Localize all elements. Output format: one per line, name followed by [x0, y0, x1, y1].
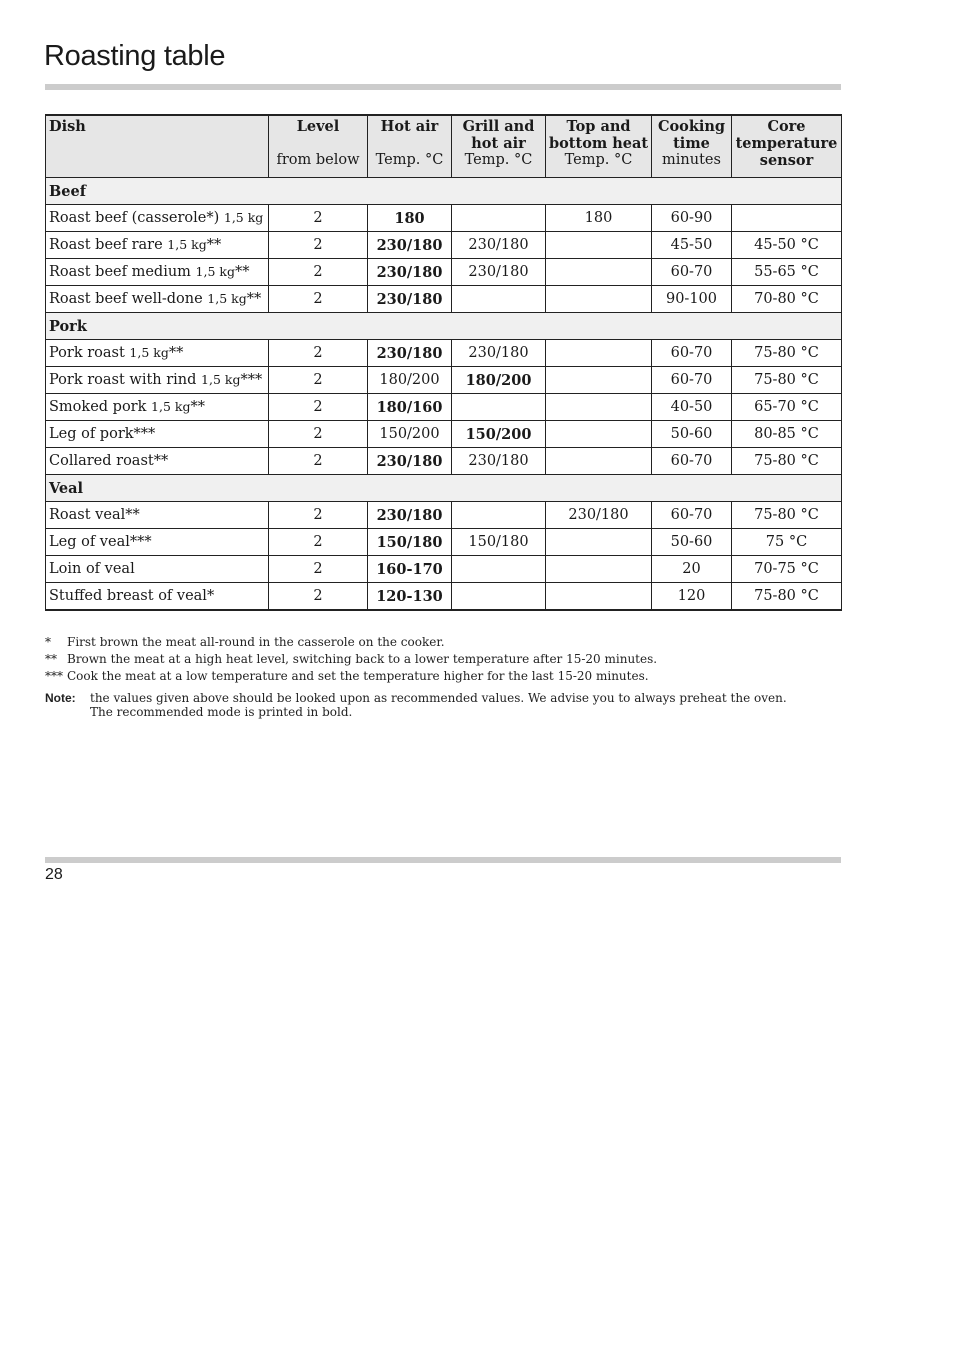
dish-footnote-mark: ** — [168, 345, 184, 361]
cell-hot-air: 180 — [368, 205, 452, 232]
cell-grill-hot-air: 230/180 — [452, 340, 546, 367]
footnote — [45, 651, 845, 668]
cell-top-bottom-heat — [546, 394, 652, 421]
dish-name: Stuffed breast of veal* — [49, 588, 215, 604]
cell-grill-hot-air: 230/180 — [452, 232, 546, 259]
dish-footnote-mark: ** — [246, 291, 262, 307]
page-number: 28 — [45, 866, 63, 883]
cell-dish — [46, 529, 269, 556]
table-row — [46, 232, 842, 259]
cell-cooking-time: 60-70 — [652, 340, 732, 367]
note — [45, 691, 845, 719]
cell-grill-hot-air — [452, 556, 546, 583]
table-row — [46, 394, 842, 421]
table-row — [46, 583, 842, 611]
table-row — [46, 448, 842, 475]
dish-name: Roast beef rare — [49, 237, 163, 253]
dish-weight: 1,5 kg — [207, 291, 247, 306]
cell-dish — [46, 286, 269, 313]
cell-level: 2 — [269, 448, 368, 475]
table-row — [46, 367, 842, 394]
cell-core-temperature: 45-50 °C — [732, 232, 842, 259]
cell-cooking-time: 45-50 — [652, 232, 732, 259]
group-row-beef — [46, 178, 842, 205]
cell-cooking-time: 120 — [652, 583, 732, 611]
cell-hot-air: 230/180 — [368, 502, 452, 529]
footnote-text: Brown the meat at a high heat level, switching back to a lower temperature after 15-20 minutes. — [67, 652, 658, 666]
cell-core-temperature: 75-80 °C — [732, 340, 842, 367]
cell-hot-air: 150/200 — [368, 421, 452, 448]
group-label: Veal — [46, 475, 842, 502]
cell-top-bottom-heat — [546, 367, 652, 394]
header-hot-air: Hot air Temp. °C — [368, 115, 452, 178]
cell-grill-hot-air: 150/180 — [452, 529, 546, 556]
cell-dish — [46, 340, 269, 367]
cell-top-bottom-heat — [546, 448, 652, 475]
cell-top-bottom-heat — [546, 232, 652, 259]
dish-name: Roast beef (casserole*) — [49, 210, 220, 226]
roasting-table — [45, 114, 842, 611]
cell-top-bottom-heat — [546, 421, 652, 448]
dish-name: Roast beef well-done — [49, 291, 203, 307]
header-dish: Dish — [46, 115, 269, 178]
cell-dish — [46, 421, 269, 448]
table-row — [46, 556, 842, 583]
cell-top-bottom-heat — [546, 259, 652, 286]
cell-cooking-time: 20 — [652, 556, 732, 583]
cell-level: 2 — [269, 340, 368, 367]
cell-core-temperature: 75-80 °C — [732, 502, 842, 529]
group-label: Pork — [46, 313, 842, 340]
cell-top-bottom-heat: 180 — [546, 205, 652, 232]
cell-level: 2 — [269, 205, 368, 232]
cell-grill-hot-air: 230/180 — [452, 259, 546, 286]
cell-hot-air: 180/160 — [368, 394, 452, 421]
cell-dish — [46, 205, 269, 232]
header-level: Level from below — [269, 115, 368, 178]
cell-top-bottom-heat: 230/180 — [546, 502, 652, 529]
cell-hot-air: 160-170 — [368, 556, 452, 583]
dish-name: Leg of veal*** — [49, 534, 152, 550]
dish-name: Loin of veal — [49, 561, 135, 577]
table-header-row — [46, 115, 842, 178]
cell-dish — [46, 259, 269, 286]
cell-cooking-time: 90-100 — [652, 286, 732, 313]
cell-cooking-time: 60-70 — [652, 367, 732, 394]
dish-name: Collared roast** — [49, 453, 169, 469]
cell-core-temperature — [732, 205, 842, 232]
note-label: Note: — [45, 691, 76, 705]
dish-name: Roast beef medium — [49, 264, 191, 280]
cell-level: 2 — [269, 232, 368, 259]
cell-cooking-time: 50-60 — [652, 529, 732, 556]
cell-core-temperature: 70-75 °C — [732, 556, 842, 583]
dish-footnote-mark: ** — [190, 399, 205, 415]
dish-weight: 1,5 kg — [223, 210, 264, 225]
dish-weight: 1,5 kg — [195, 264, 235, 279]
cell-grill-hot-air: 180/200 — [452, 367, 546, 394]
footnote — [45, 634, 845, 651]
cell-grill-hot-air — [452, 583, 546, 611]
dish-name: Pork roast with rind — [49, 372, 197, 388]
group-row-veal — [46, 475, 842, 502]
cell-dish — [46, 367, 269, 394]
table-row — [46, 205, 842, 232]
cell-cooking-time: 50-60 — [652, 421, 732, 448]
cell-core-temperature: 65-70 °C — [732, 394, 842, 421]
cell-core-temperature: 75-80 °C — [732, 448, 842, 475]
note-line-2: The recommended mode is printed in bold. — [90, 705, 353, 719]
cell-level: 2 — [269, 556, 368, 583]
cell-core-temperature: 75-80 °C — [732, 583, 842, 611]
cell-grill-hot-air — [452, 502, 546, 529]
cell-cooking-time: 40-50 — [652, 394, 732, 421]
dish-name: Smoked pork — [49, 399, 147, 415]
footnotes — [45, 634, 845, 719]
cell-level: 2 — [269, 259, 368, 286]
footnote-text: Cook the meat at a low temperature and set the temperature higher for the last 15-20 minutes. — [67, 669, 649, 683]
table-row — [46, 529, 842, 556]
page-title: Roasting table — [44, 40, 226, 72]
dish-name: Pork roast — [49, 345, 125, 361]
cell-level: 2 — [269, 529, 368, 556]
cell-cooking-time: 60-70 — [652, 448, 732, 475]
cell-cooking-time: 60-70 — [652, 259, 732, 286]
dish-footnote-mark: ** — [206, 237, 222, 253]
header-core-temperature: Core temperature sensor — [732, 115, 842, 178]
cell-core-temperature: 75-80 °C — [732, 367, 842, 394]
cell-dish — [46, 556, 269, 583]
cell-dish — [46, 583, 269, 611]
dish-footnote-mark: ** — [234, 264, 250, 280]
cell-core-temperature: 55-65 °C — [732, 259, 842, 286]
dish-weight: 1,5 kg — [151, 399, 191, 414]
cell-dish — [46, 448, 269, 475]
cell-level: 2 — [269, 367, 368, 394]
cell-cooking-time: 60-90 — [652, 205, 732, 232]
header-top-bottom-heat: Top and bottom heat Temp. °C — [546, 115, 652, 178]
dish-weight: 1,5 kg — [129, 345, 169, 360]
header-cooking-time: Cooking time minutes — [652, 115, 732, 178]
cell-grill-hot-air — [452, 205, 546, 232]
cell-core-temperature: 75 °C — [732, 529, 842, 556]
cell-top-bottom-heat — [546, 556, 652, 583]
header-grill-hot-air: Grill and hot air Temp. °C — [452, 115, 546, 178]
table-row — [46, 286, 842, 313]
dish-footnote-mark: *** — [240, 372, 263, 388]
cell-hot-air: 230/180 — [368, 340, 452, 367]
cell-dish — [46, 232, 269, 259]
group-label: Beef — [46, 178, 842, 205]
cell-hot-air: 230/180 — [368, 259, 452, 286]
cell-level: 2 — [269, 286, 368, 313]
cell-hot-air: 150/180 — [368, 529, 452, 556]
cell-hot-air: 180/200 — [368, 367, 452, 394]
cell-level: 2 — [269, 502, 368, 529]
table-body — [46, 178, 842, 611]
top-divider — [45, 84, 841, 90]
footnote-mark: ** — [45, 652, 57, 666]
cell-grill-hot-air — [452, 394, 546, 421]
cell-level: 2 — [269, 394, 368, 421]
table-row — [46, 259, 842, 286]
group-row-pork — [46, 313, 842, 340]
table-row — [46, 502, 842, 529]
cell-core-temperature: 70-80 °C — [732, 286, 842, 313]
cell-top-bottom-heat — [546, 340, 652, 367]
cell-grill-hot-air — [452, 286, 546, 313]
dish-weight: 1,5 kg — [167, 237, 207, 252]
cell-top-bottom-heat — [546, 583, 652, 611]
cell-level: 2 — [269, 421, 368, 448]
cell-cooking-time: 60-70 — [652, 502, 732, 529]
cell-grill-hot-air: 230/180 — [452, 448, 546, 475]
cell-hot-air: 230/180 — [368, 232, 452, 259]
dish-name: Roast veal** — [49, 507, 140, 523]
cell-core-temperature: 80-85 °C — [732, 421, 842, 448]
cell-top-bottom-heat — [546, 286, 652, 313]
dish-weight: 1,5 kg — [201, 372, 241, 387]
bottom-divider — [45, 857, 841, 863]
cell-level: 2 — [269, 583, 368, 611]
dish-name: Leg of pork*** — [49, 426, 156, 442]
cell-dish — [46, 502, 269, 529]
footnote — [45, 668, 845, 685]
cell-hot-air: 230/180 — [368, 286, 452, 313]
table-row — [46, 421, 842, 448]
note-line-1: the values given above should be looked upon as recommended values. We advise you to always preheat the oven. — [90, 691, 787, 705]
footnote-mark: *** — [45, 669, 63, 683]
cell-top-bottom-heat — [546, 529, 652, 556]
footnote-text: First brown the meat all-round in the casserole on the cooker. — [67, 635, 445, 649]
table-row — [46, 340, 842, 367]
cell-grill-hot-air: 150/200 — [452, 421, 546, 448]
footnote-mark: * — [45, 635, 51, 649]
cell-dish — [46, 394, 269, 421]
cell-hot-air: 230/180 — [368, 448, 452, 475]
cell-hot-air: 120-130 — [368, 583, 452, 611]
